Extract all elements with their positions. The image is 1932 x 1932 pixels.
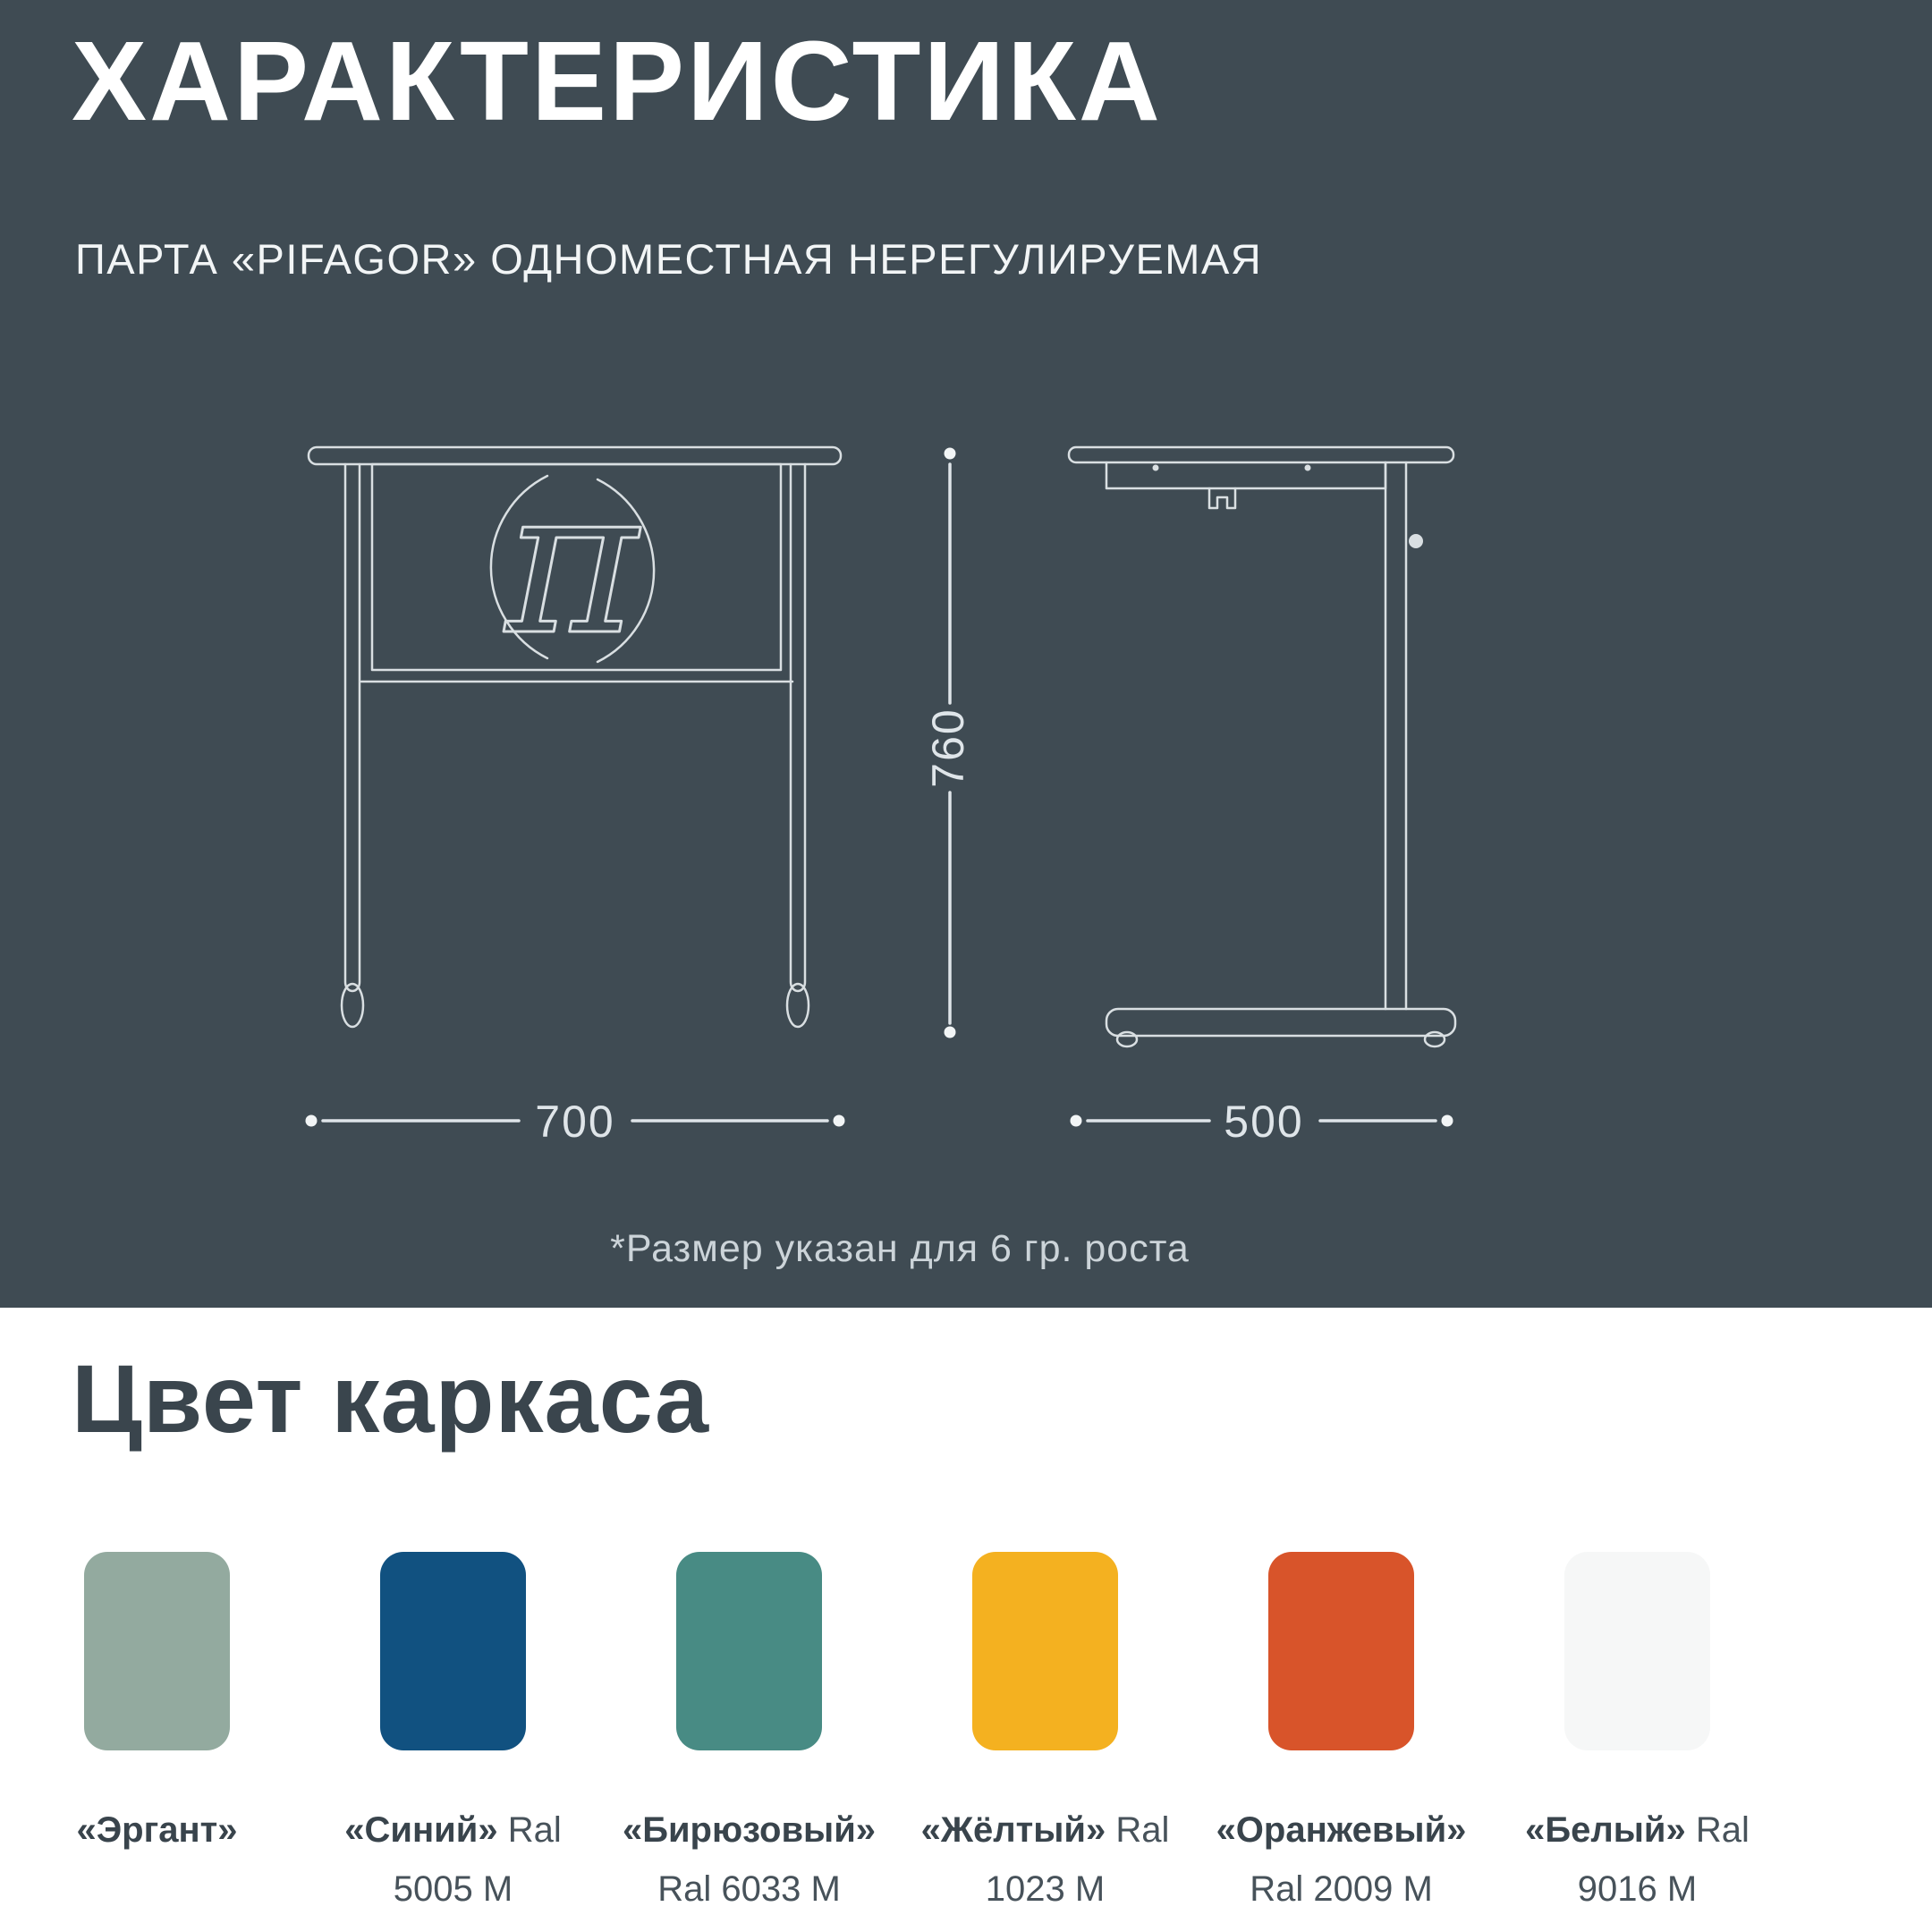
size-footnote: *Размер указан для 6 гр. роста [610, 1227, 1190, 1270]
color-swatch [1564, 1552, 1710, 1750]
width-dimension-value: 700 [535, 1097, 615, 1147]
pi-logo [491, 445, 654, 680]
dim-dot [945, 1027, 956, 1038]
dimension-lines [306, 448, 1453, 1148]
side-tabletop [1069, 447, 1453, 462]
color-option-ergant [9, 1552, 305, 1919]
color-option-label [1193, 1801, 1489, 1919]
color-option-label [9, 1801, 305, 1860]
color-option-yellow [897, 1552, 1193, 1919]
color-ral-code: Ral 9016 M [1577, 1810, 1750, 1909]
side-bag-hook [1209, 488, 1235, 508]
color-option-label [601, 1801, 897, 1919]
height-dimension-value: 760 [923, 708, 973, 788]
front-right-leg [791, 464, 805, 991]
dim-dot [1071, 1115, 1082, 1127]
color-ral-code: Ral 6033 M [657, 1869, 841, 1909]
color-option-blue [305, 1552, 601, 1919]
side-under-panel [1106, 462, 1385, 488]
color-swatch [1268, 1552, 1414, 1750]
width-dimension [306, 1097, 845, 1147]
color-swatch-row [9, 1552, 1785, 1919]
product-subtitle: ПАРТА «PIFAGOR» ОДНОМЕСТНАЯ НЕРЕГУЛИРУЕМАЯ [75, 235, 1263, 283]
dim-dot [945, 448, 956, 460]
color-option-label [305, 1801, 601, 1919]
dim-dot [306, 1115, 318, 1127]
color-option-orange [1193, 1552, 1489, 1919]
dim-dot [834, 1115, 845, 1127]
color-swatch [380, 1552, 526, 1750]
color-option-turquoise [601, 1552, 897, 1919]
front-view-drawing [309, 445, 841, 1027]
color-swatch [84, 1552, 230, 1750]
color-swatch [676, 1552, 822, 1750]
frame-color-section [0, 1308, 1932, 1932]
dim-dot [1442, 1115, 1453, 1127]
side-knob [1409, 534, 1423, 548]
color-ral-code: Ral 2009 M [1250, 1869, 1433, 1909]
front-left-leg [345, 464, 360, 991]
color-option-label [1489, 1801, 1785, 1919]
pi-logo-glyph: π [505, 445, 638, 680]
side-foot-glide-left [1117, 1032, 1137, 1046]
color-option-white [1489, 1552, 1785, 1919]
color-name: «Бирюзовый» [622, 1810, 877, 1850]
depth-dimension [1071, 1097, 1453, 1147]
section-title: ХАРАКТЕРИСТИКА [72, 18, 1163, 144]
side-foot-glide-right [1425, 1032, 1445, 1046]
color-name: «Синий» [344, 1810, 498, 1850]
side-view-drawing [1069, 447, 1455, 1046]
color-name: «Оранжевый» [1216, 1810, 1467, 1850]
color-ral-code: Ral 1023 M [985, 1810, 1170, 1909]
height-dimension [923, 448, 973, 1038]
depth-dimension-value: 500 [1224, 1097, 1304, 1147]
side-screw-2 [1305, 465, 1311, 471]
color-option-label [897, 1801, 1193, 1919]
frame-color-heading: Цвет каркаса [72, 1344, 710, 1453]
color-swatch [972, 1552, 1118, 1750]
color-name: «Жёлтый» [920, 1810, 1106, 1850]
color-name: «Эргант» [76, 1810, 238, 1850]
color-name: «Белый» [1525, 1810, 1686, 1850]
side-foot [1106, 1009, 1455, 1036]
side-screw-1 [1153, 465, 1159, 471]
color-ral-code: Ral 5005 M [393, 1810, 562, 1909]
